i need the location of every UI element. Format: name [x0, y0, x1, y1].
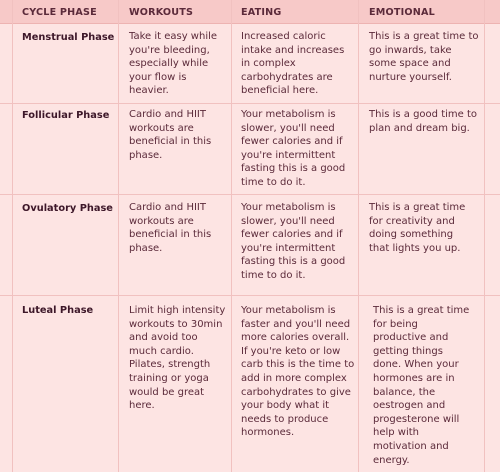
text-line: for creativity and — [369, 215, 455, 227]
text-line: beneficial in this — [129, 229, 212, 241]
table-header-row — [0, 0, 500, 24]
text-line: balance, the — [373, 386, 436, 398]
text-line: Limit high intensity — [129, 305, 226, 316]
text-line: for being — [373, 318, 418, 330]
text-line: progesterone will — [373, 413, 460, 425]
emotional-cell-luteal — [373, 304, 469, 467]
text-line: nurture yourself. — [369, 71, 452, 83]
text-line: fewer calories and if — [241, 136, 343, 148]
text-line: doing something — [369, 229, 454, 241]
text-line: would be great — [129, 386, 205, 398]
text-line: phase. — [129, 242, 163, 254]
text-line: hormones are in — [373, 372, 455, 384]
text-line: workouts to 30min — [129, 318, 223, 330]
workouts-cell-luteal — [129, 304, 225, 413]
column-divider — [12, 0, 13, 472]
text-line: If you're keto or low — [241, 345, 341, 357]
text-line: carbohydrates are — [241, 71, 333, 83]
column-divider — [118, 0, 119, 472]
text-line: Increased caloric — [241, 31, 326, 42]
text-line: slower, you'll need — [241, 215, 335, 227]
text-line: that lights you up. — [369, 242, 461, 254]
text-line: This is a good time to — [369, 109, 478, 120]
text-line: productive and — [373, 332, 449, 344]
text-line: time to do it. — [241, 269, 306, 281]
text-line: you're bleeding, — [129, 44, 210, 56]
text-line: in complex — [241, 58, 296, 70]
text-line: go inwards, take — [369, 44, 452, 56]
text-line: beneficial in this — [129, 136, 212, 148]
text-line: help with — [373, 427, 420, 439]
column-header-cycle-phase: CYCLE PHASE — [22, 7, 97, 18]
text-line: your flow is — [129, 71, 187, 83]
text-line: This is a great time — [373, 305, 470, 316]
emotional-cell-ovulatory — [369, 201, 465, 255]
text-line: workouts are — [129, 215, 194, 227]
text-line: and avoid too — [129, 332, 198, 344]
workouts-cell-follicular — [129, 108, 211, 162]
text-line: This is a great time — [369, 202, 466, 213]
phase-name-ovulatory: Ovulatory Phase — [22, 203, 113, 214]
text-line: plan and dream big. — [369, 122, 470, 134]
text-line: fewer calories and if — [241, 229, 343, 241]
text-line: oestrogen and — [373, 400, 446, 412]
text-line: your body what it — [241, 400, 330, 412]
column-header-workouts: WORKOUTS — [129, 7, 194, 18]
text-line: Pilates, strength — [129, 359, 211, 371]
row-divider — [0, 194, 500, 195]
text-line: getting things — [373, 345, 443, 357]
text-line: done. When your — [373, 359, 459, 371]
row-divider — [0, 103, 500, 104]
column-divider — [484, 0, 485, 472]
text-line: training or yoga — [129, 372, 209, 384]
text-line: needs to produce — [241, 413, 329, 425]
text-line: Cardio and HIIT — [129, 202, 206, 213]
column-header-emotional: EMOTIONAL — [369, 7, 435, 18]
text-line: time to do it. — [241, 176, 306, 188]
text-line: faster and you'll need — [241, 318, 351, 330]
text-line: workouts are — [129, 122, 194, 134]
eating-cell-follicular — [241, 108, 345, 190]
text-line: heavier. — [129, 85, 169, 97]
text-line: Your metabolism is — [241, 109, 336, 120]
text-line: This is a great time to — [369, 31, 479, 42]
text-line: you're intermittent — [241, 242, 336, 254]
text-line: here. — [129, 400, 155, 412]
text-line: Your metabolism is — [241, 202, 336, 213]
text-line: carb this is the time to — [241, 359, 355, 371]
phase-name-luteal: Luteal Phase — [22, 305, 94, 316]
text-line: add in more complex — [241, 372, 347, 384]
text-line: phase. — [129, 149, 163, 161]
column-divider — [231, 0, 232, 472]
text-line: slower, you'll need — [241, 122, 335, 134]
text-line: Cardio and HIIT — [129, 109, 206, 120]
header-divider — [0, 23, 500, 24]
text-line: carbohydrates to give — [241, 386, 351, 398]
eating-cell-ovulatory — [241, 201, 345, 283]
phase-name-follicular: Follicular Phase — [22, 110, 110, 121]
text-line: especially while — [129, 58, 209, 70]
text-line: hormones. — [241, 427, 295, 439]
text-line: much cardio. — [129, 345, 194, 357]
text-line: fasting this is a good — [241, 256, 346, 268]
column-divider — [358, 0, 359, 472]
phase-name-menstrual: Menstrual Phase — [22, 32, 115, 43]
emotional-cell-follicular — [369, 108, 477, 135]
text-line: motivation and — [373, 440, 449, 452]
text-line: intake and increases — [241, 44, 345, 56]
text-line: energy. — [373, 454, 410, 466]
text-line: Your metabolism is — [241, 305, 336, 316]
eating-cell-menstrual — [241, 30, 344, 98]
eating-cell-luteal — [241, 304, 354, 440]
text-line: more calories overall. — [241, 332, 350, 344]
emotional-cell-menstrual — [369, 30, 479, 84]
text-line: Take it easy while — [129, 31, 218, 42]
text-line: beneficial here. — [241, 85, 319, 97]
text-line: fasting this is a good — [241, 163, 346, 175]
workouts-cell-ovulatory — [129, 201, 211, 255]
row-divider — [0, 295, 500, 296]
workouts-cell-menstrual — [129, 30, 217, 98]
text-line: you're intermittent — [241, 149, 336, 161]
column-header-eating: EATING — [241, 7, 282, 18]
text-line: some space and — [369, 58, 451, 70]
